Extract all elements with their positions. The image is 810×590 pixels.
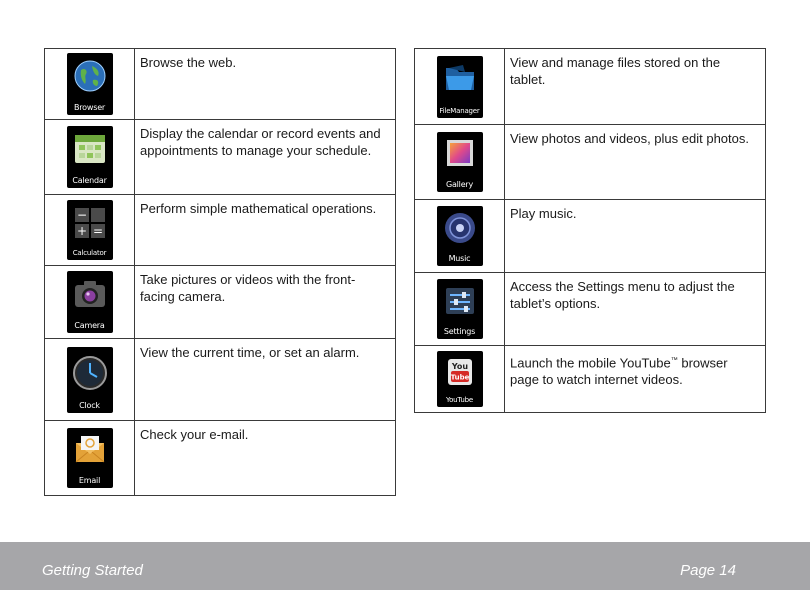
app-icon-label: Clock bbox=[79, 400, 100, 410]
icon-cell bbox=[45, 339, 135, 421]
icon-cell bbox=[45, 120, 135, 195]
calculator-icon bbox=[67, 200, 113, 260]
right-app-table bbox=[414, 48, 766, 413]
calculator-plus-glyph: + bbox=[76, 224, 87, 238]
table-row bbox=[45, 421, 396, 496]
icon-cell bbox=[415, 49, 505, 125]
app-icon-label: Camera bbox=[74, 321, 105, 330]
folder-icon bbox=[437, 56, 483, 118]
footer-section-title: Getting Started bbox=[42, 562, 143, 579]
app-icon-label: YouTube bbox=[445, 396, 474, 404]
app-description: View photos and videos, plus edit photos. bbox=[505, 125, 766, 200]
app-description: Play music. bbox=[505, 200, 766, 273]
youtube-desc-pre: Launch the mobile YouTube bbox=[510, 355, 671, 371]
table-row bbox=[415, 346, 766, 413]
app-description: Perform simple mathematical operations. bbox=[135, 195, 396, 266]
app-description bbox=[505, 346, 766, 413]
icon-cell bbox=[415, 200, 505, 273]
calculator-minus-glyph: − bbox=[76, 208, 87, 222]
app-description: Access the Settings menu to adjust the tablet’s options. bbox=[505, 273, 766, 346]
app-icon-label: Calculator bbox=[72, 249, 107, 257]
clock-icon bbox=[67, 347, 113, 413]
youtube-desc-post: browser page to watch internet videos. bbox=[510, 355, 728, 388]
youtube-you-glyph: You bbox=[451, 362, 468, 371]
app-description: View the current time, or set an alarm. bbox=[135, 339, 396, 421]
footer-page-number: Page 14 bbox=[680, 562, 736, 579]
calculator-equals-glyph: = bbox=[92, 224, 103, 238]
table-row bbox=[45, 49, 396, 120]
browser-icon bbox=[67, 53, 113, 115]
icon-cell bbox=[45, 421, 135, 496]
page-footer bbox=[0, 542, 810, 590]
app-icon-label: Browser bbox=[73, 103, 106, 112]
app-description: Display the calendar or record events and appointments to manage your schedule. bbox=[135, 120, 396, 195]
camera-icon bbox=[67, 271, 113, 333]
icon-cell bbox=[45, 266, 135, 339]
app-description: Take pictures or videos with the front-facing camera. bbox=[135, 266, 396, 339]
icon-cell bbox=[415, 346, 505, 413]
left-app-table bbox=[44, 48, 396, 496]
settings-sliders-icon bbox=[437, 279, 483, 339]
app-description: View and manage files stored on the tablet. bbox=[505, 49, 766, 125]
table-row bbox=[45, 339, 396, 421]
app-icon-label: FileManager bbox=[439, 106, 480, 115]
table-row bbox=[415, 49, 766, 125]
app-icon-label: Calendar bbox=[72, 176, 107, 185]
table-row bbox=[45, 266, 396, 339]
youtube-icon bbox=[437, 351, 483, 407]
youtube-tube-glyph: Tube bbox=[450, 373, 469, 382]
icon-cell bbox=[45, 195, 135, 266]
table-row bbox=[415, 273, 766, 346]
table-row bbox=[415, 200, 766, 273]
email-icon bbox=[67, 428, 113, 488]
table-row bbox=[415, 125, 766, 200]
calendar-icon bbox=[67, 126, 113, 188]
trademark-symbol: ™ bbox=[670, 357, 678, 364]
icon-cell bbox=[45, 49, 135, 120]
gallery-icon bbox=[437, 132, 483, 192]
icon-cell bbox=[415, 125, 505, 200]
app-description: Browse the web. bbox=[135, 49, 396, 120]
app-icon-label: Music bbox=[448, 254, 471, 263]
app-icon-label: Gallery bbox=[445, 180, 474, 189]
table-row bbox=[45, 195, 396, 266]
icon-cell bbox=[415, 273, 505, 346]
table-row bbox=[45, 120, 396, 195]
app-description: Check your e-mail. bbox=[135, 421, 396, 496]
app-icon-label: Settings bbox=[443, 327, 476, 336]
music-speaker-icon bbox=[437, 206, 483, 266]
app-icon-label: Email bbox=[78, 476, 101, 485]
